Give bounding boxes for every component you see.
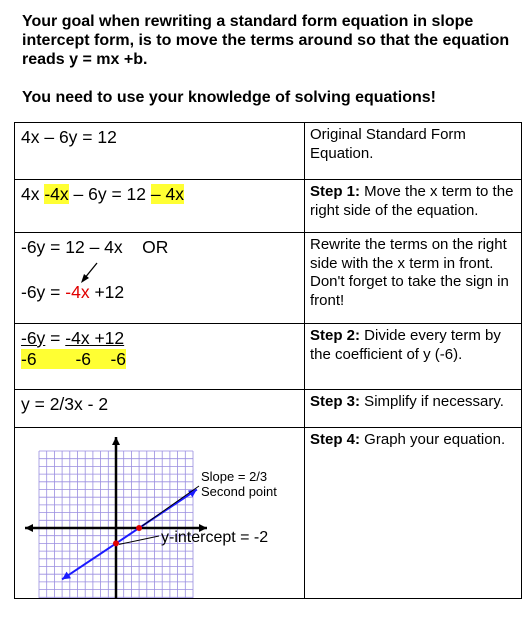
explanation-original: Original Standard Form Equation.: [310, 126, 466, 162]
second-point-label: Second point: [201, 484, 277, 499]
table-row: [15, 428, 522, 599]
step-text: Graph your equation.: [360, 431, 506, 448]
step-text: Simplify if necessary.: [360, 393, 504, 410]
axis-arrow-head: [25, 524, 33, 532]
eq-red: -4x: [65, 282, 90, 302]
intro-goal: Your goal when rewriting a standard form equation in slope intercept form, is to move the terms around so that the equation reads y = mx +b.: [22, 13, 510, 68]
step-label: Step 4:: [310, 431, 361, 448]
eq-part: =: [45, 328, 66, 348]
second-point: [136, 525, 142, 531]
intercept-label: y-intercept = -2: [161, 529, 269, 546]
coordinate-graph: [15, 428, 292, 598]
eq-highlight: -4x: [44, 184, 69, 204]
step-label: Step 3:: [310, 393, 361, 410]
explanation-cell: [305, 123, 522, 180]
axis-arrow-head: [112, 437, 120, 445]
equation-cell: [15, 123, 305, 180]
eq-highlight: -6 -6 -6: [21, 349, 127, 369]
eq-part: 4x: [21, 184, 45, 204]
eq-line: [21, 328, 298, 349]
equation-cell: [15, 233, 305, 324]
arrow-icon: [77, 261, 107, 285]
explanation-cell: [305, 390, 522, 428]
y-intercept-point: [113, 540, 119, 546]
explanation-cell: [305, 180, 522, 233]
step-text: Rewrite the terms on the right side with the x term in front. Don't forget to take the sign in front!: [310, 236, 509, 309]
eq-line: [21, 282, 298, 303]
slope-label: Slope = 2/3: [201, 469, 268, 484]
intro-text: [22, 12, 512, 107]
graph-cell: [15, 428, 305, 599]
equation-cell: [15, 324, 305, 390]
eq-highlight: – 4x: [150, 184, 184, 204]
eq-part: +12: [89, 282, 125, 302]
steps-table: [14, 122, 522, 599]
equation-original: 4x – 6y = 12: [21, 127, 117, 147]
explanation-cell: [305, 233, 522, 324]
equation-final: y = 2/3x - 2: [21, 394, 109, 414]
eq-part: -6y =: [21, 282, 66, 302]
table-row: [15, 233, 522, 324]
eq-divisors: [21, 349, 298, 370]
eq-part: +12: [89, 328, 125, 348]
equation-cell: [15, 390, 305, 428]
eq-line: -6y = 12 – 4x OR: [21, 237, 169, 257]
table-row: [15, 324, 522, 390]
step-text: Move the x term to the right side of the equation.: [310, 183, 514, 219]
eq-part: -4x: [65, 328, 90, 348]
explanation-cell: [305, 428, 522, 599]
intro-tip: You need to use your knowledge of solving equations!: [22, 89, 436, 106]
step-text: Divide every term by the coefficient of y (-6).: [310, 327, 501, 363]
table-row: [15, 390, 522, 428]
table-row: [15, 180, 522, 233]
eq-part: – 6y = 12: [68, 184, 151, 204]
explanation-cell: [305, 324, 522, 390]
table-row: [15, 123, 522, 180]
eq-part: -6y: [21, 328, 46, 348]
step-label: Step 1:: [310, 183, 361, 200]
step-label: Step 2:: [310, 327, 361, 344]
equation-cell: [15, 180, 305, 233]
